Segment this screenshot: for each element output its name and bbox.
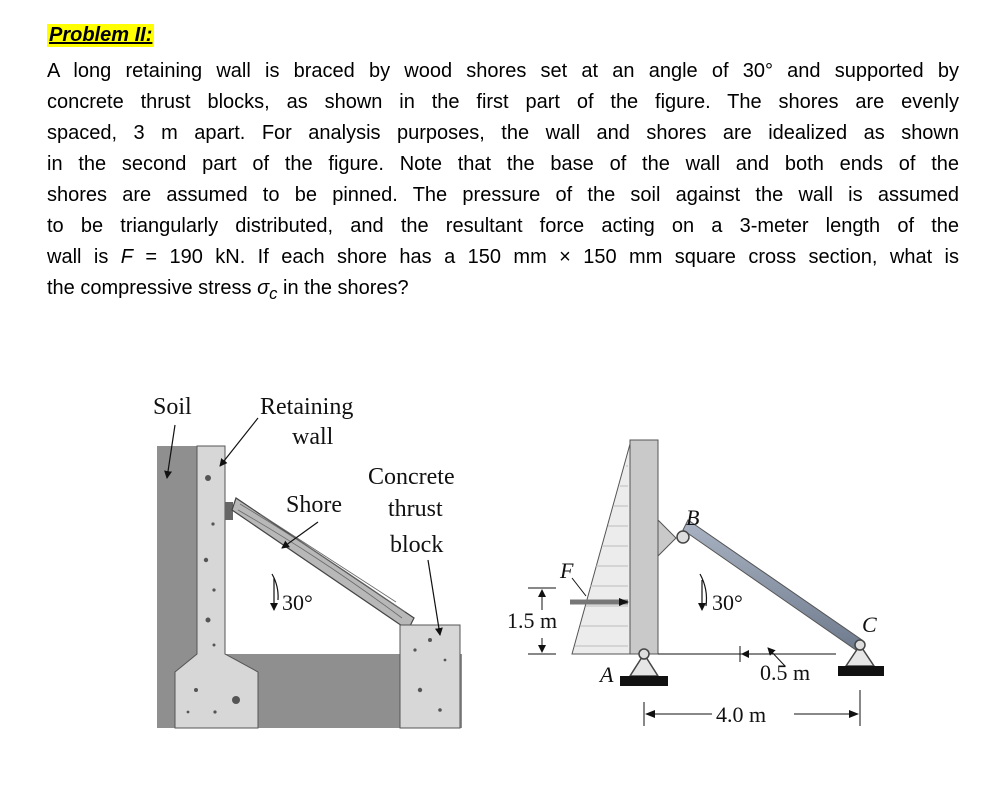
force-label-leader: [572, 578, 586, 596]
label-c: C: [862, 612, 877, 637]
problem-line-5: shores are assumed to be pinned. The pressure of the soil against the wall is assumed: [47, 184, 959, 206]
wall-member: [630, 440, 658, 654]
line7-post: = 190 kN. If each shore has a 150 mm × 150 mm square cross section, what is: [132, 246, 959, 268]
wall-bracket: [658, 520, 676, 556]
label-thrust: thrust: [388, 496, 443, 522]
label-offset: 0.5 m: [760, 660, 811, 685]
pin-b: [677, 531, 689, 543]
line7-pre: wall is: [47, 246, 121, 268]
label-a: A: [600, 662, 614, 687]
label-angle-left: 30°: [282, 590, 313, 615]
wall-leader: [220, 418, 258, 466]
label-height: 1.5 m: [507, 608, 558, 633]
problem-title: Problem II:: [49, 24, 153, 46]
problem-line-6: to be triangularly distributed, and the resultant force acting on a 3-meter length of the: [47, 215, 959, 237]
line8-pre: the compressive stress: [47, 277, 258, 299]
sigma-symbol: σ: [257, 277, 270, 299]
label-retaining: Retaining: [260, 394, 354, 420]
label-b: B: [686, 505, 700, 530]
problem-line-1: A long retaining wall is braced by wood shores set at an angle of 30° and supported by: [47, 60, 959, 82]
idealized-view: [507, 440, 884, 727]
label-force: F: [560, 558, 574, 583]
sigma-subscript: c: [269, 284, 278, 303]
line8-post: in the shores?: [277, 277, 409, 299]
label-span: 4.0 m: [716, 702, 767, 727]
label-soil: Soil: [153, 394, 192, 420]
soil-pressure-distribution: [572, 444, 630, 654]
label-block: block: [390, 532, 444, 558]
label-angle-right: 30°: [712, 590, 743, 615]
shore-member: [683, 520, 862, 650]
label-shore: Shore: [286, 492, 342, 518]
wall-bearing-plate: [225, 502, 233, 520]
label-wall: wall: [292, 424, 334, 450]
problem-line-2: concrete thrust blocks, as shown in the first part of the figure. The shores are evenly: [47, 91, 959, 113]
angle-arc-left: [272, 574, 278, 600]
force-variable: F: [120, 246, 133, 268]
problem-line-3: spaced, 3 m apart. For analysis purposes, the wall and shores are idealized as shown: [47, 122, 959, 144]
problem-line-4: in the second part of the figure. Note that the base of the wall and both ends of the: [47, 153, 959, 175]
block-leader: [428, 560, 440, 635]
pictorial-view: [153, 394, 462, 728]
label-concrete: Concrete: [368, 464, 455, 490]
angle-arc-right: [700, 574, 706, 606]
